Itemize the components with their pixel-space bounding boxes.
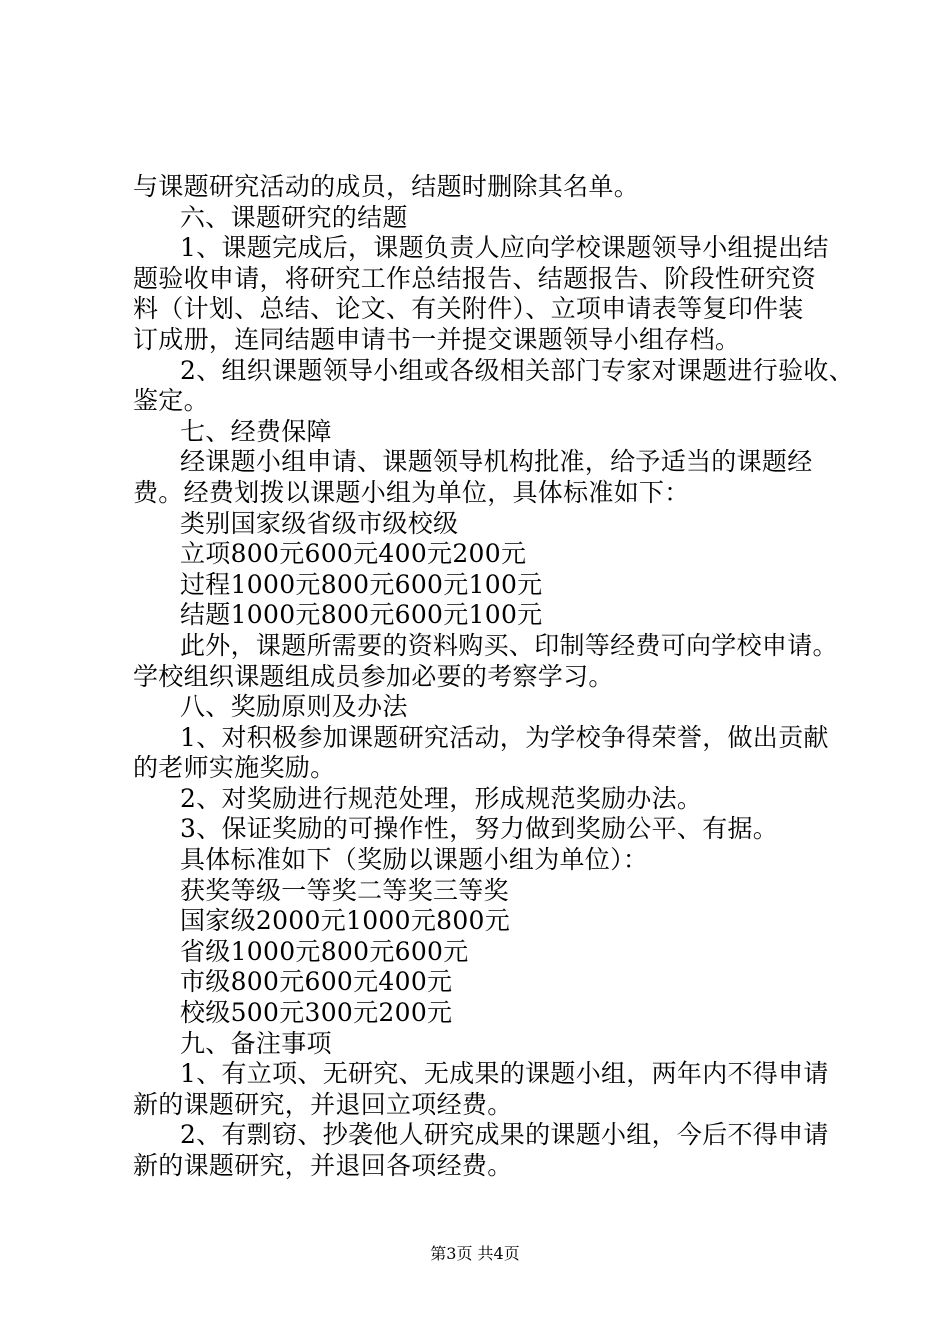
- text-line: 新的课题研究，并退回立项经费。: [133, 1089, 513, 1119]
- text-line: 校级500元300元200元: [180, 998, 453, 1028]
- text-line: 2、组织课题领导小组或各级相关部门专家对课题进行验收、: [180, 355, 855, 385]
- text-line: 料（计划、总结、论文、有关附件）、立项申请表等复印件装: [133, 294, 804, 324]
- text-line: 八、奖励原则及办法: [180, 692, 408, 722]
- text-line: 学校组织课题组成员参加必要的考察学习。: [133, 661, 614, 691]
- document-body: [133, 172, 855, 1182]
- text-line: 经课题小组申请、课题领导机构批准，给予适当的课题经: [180, 447, 813, 477]
- text-line: 题验收申请，将研究工作总结报告、结题报告、阶段性研究资: [133, 263, 817, 293]
- text-line: 具体标准如下（奖励以课题小组为单位）：: [180, 845, 649, 875]
- text-line: 新的课题研究，并退回各项经费。: [133, 1151, 513, 1180]
- text-line: 国家级2000元1000元800元: [180, 906, 511, 936]
- text-line: 费。经费划拨以课题小组为单位，具体标准如下：: [133, 477, 690, 507]
- page-footer: 第3页 共4页: [430, 1244, 520, 1263]
- text-line: 获奖等级一等奖二等奖三等奖: [180, 875, 509, 905]
- text-line: 省级1000元800元600元: [180, 936, 469, 966]
- text-line: 1、对积极参加课题研究活动，为学校争得荣誉，做出贡献: [180, 722, 829, 752]
- text-line: 过程1000元800元600元100元: [180, 569, 543, 599]
- text-line: 鉴定。: [133, 386, 209, 416]
- text-line: 2、有剽窃、抄袭他人研究成果的课题小组，今后不得申请: [180, 1120, 829, 1150]
- text-line: 2、对奖励进行规范处理，形成规范奖励办法。: [180, 783, 703, 813]
- text-line: 3、保证奖励的可操作性，努力做到奖励公平、有据。: [180, 814, 779, 844]
- text-line: 九、备注事项: [180, 1028, 332, 1058]
- text-line: 结题1000元800元600元100元: [180, 600, 543, 630]
- text-line: 1、课题完成后，课题负责人应向学校课题领导小组提出结: [180, 233, 829, 263]
- text-line: 此外，课题所需要的资料购买、印制等经费可向学校申请。: [180, 630, 838, 660]
- text-line: 订成册，连同结题申请书一并提交课题领导小组存档。: [133, 324, 741, 354]
- text-line: 与课题研究活动的成员，结题时删除其名单。: [133, 172, 640, 201]
- text-line: 六、课题研究的结题: [180, 202, 408, 232]
- text-line: 类别国家级省级市级校级: [180, 508, 459, 538]
- text-line: 的老师实施奖励。: [133, 753, 336, 783]
- text-line: 市级800元600元400元: [180, 967, 453, 997]
- text-line: 七、经费保障: [180, 416, 332, 446]
- text-line: 1、有立项、无研究、无成果的课题小组，两年内不得申请: [180, 1059, 829, 1089]
- text-line: 立项800元600元400元200元: [180, 539, 527, 569]
